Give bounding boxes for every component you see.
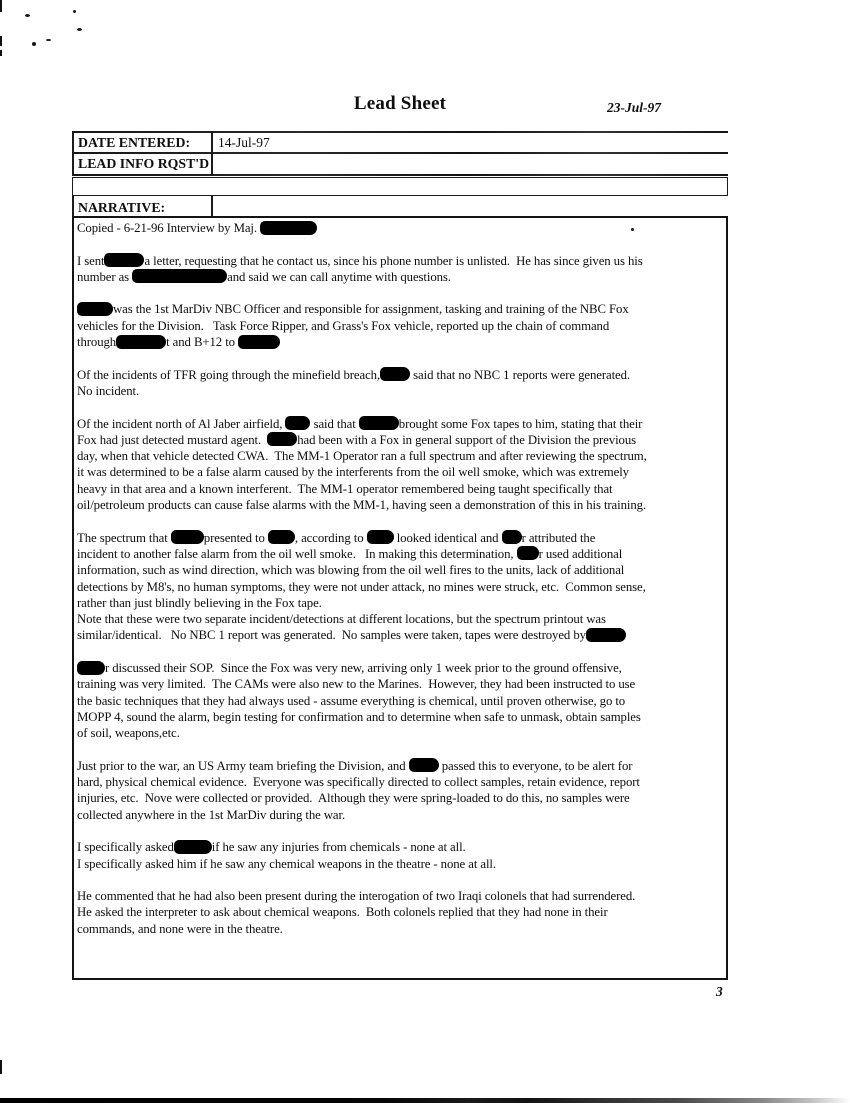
narrative-line bbox=[77, 416, 724, 432]
document-date: 23-Jul-97 bbox=[607, 100, 661, 115]
scan-bottom-edge-artifact bbox=[0, 1098, 850, 1103]
narrative-line bbox=[77, 448, 724, 464]
narrative-text: and said we can call anytime with questions. bbox=[227, 269, 451, 284]
scan-speck bbox=[25, 14, 30, 17]
redaction-mark bbox=[380, 367, 410, 381]
narrative-paragraph bbox=[77, 220, 724, 236]
scan-speck bbox=[32, 42, 36, 46]
narrative-text: day, when that vehicle detected CWA. The MM-1 Operator ran a full spectrum and after reviewing the spectrum, bbox=[77, 449, 647, 464]
scan-speck bbox=[73, 10, 76, 13]
narrative-text: brought some Fox tapes to him, stating that their bbox=[398, 416, 643, 431]
narrative-text: hard, physical chemical evidence. Everyone was specifically directed to collect samples, retain evidence, report bbox=[77, 775, 640, 790]
narrative-box bbox=[72, 216, 728, 980]
narrative-text: I specifically asked him if he saw any chemical weapons in the theatre - none at all. bbox=[77, 856, 496, 871]
narrative-text: said that no NBC 1 reports were generated. bbox=[410, 367, 630, 382]
narrative-text: Of the incidents of TFR going through the minefield breach, bbox=[77, 367, 381, 382]
redaction-mark bbox=[409, 758, 439, 772]
scan-edge-mark bbox=[0, 36, 2, 46]
scan-speck bbox=[46, 39, 51, 41]
narrative-line bbox=[77, 530, 724, 546]
narrative-text: Of the incident north of Al Jaber airfield, bbox=[77, 416, 286, 431]
narrative-text: the basic techniques that they had always used - assume everything is chemical, until proven otherwise, go to bbox=[77, 693, 626, 708]
scan-edge-mark bbox=[0, 0, 2, 12]
redaction-mark bbox=[367, 530, 394, 544]
narrative-text: MOPP 4, sound the alarm, begin testing for confirmation and to determine when safe to unmask, obtain samples bbox=[77, 709, 641, 724]
narrative-cell-right-border bbox=[211, 196, 213, 216]
narrative-text: injuries, etc. Nove were collected or provided. Although they were spring-loaded to do this, no samples were bbox=[77, 791, 630, 806]
page-number: 3 bbox=[716, 984, 723, 999]
narrative-line bbox=[77, 464, 724, 480]
narrative-paragraph bbox=[77, 416, 724, 514]
scan-edge-mark bbox=[0, 1060, 2, 1074]
narrative-line bbox=[77, 367, 724, 383]
narrative-line bbox=[77, 676, 724, 692]
narrative-line bbox=[77, 497, 724, 513]
narrative-paragraph bbox=[77, 253, 724, 286]
redaction-mark bbox=[502, 530, 522, 544]
narrative-line bbox=[77, 888, 724, 904]
redaction-mark bbox=[116, 335, 166, 349]
narrative-line bbox=[77, 693, 724, 709]
narrative-paragraph bbox=[77, 839, 724, 872]
narrative-text: Fox had just detected mustard agent. bbox=[77, 432, 268, 447]
narrative-line bbox=[77, 432, 724, 448]
field-value-date-entered: 14-Jul-97 bbox=[218, 135, 270, 150]
narrative-line bbox=[77, 758, 724, 774]
narrative-text: detections by M8's, no human symptoms, they were not under attack, no mines were struck, etc. Common sense, bbox=[77, 579, 646, 594]
narrative-text: looked identical and bbox=[393, 530, 502, 545]
redaction-mark bbox=[359, 416, 399, 430]
empty-field-row bbox=[72, 177, 728, 196]
narrative-line bbox=[77, 269, 724, 285]
narrative-text: incident to another false alarm from the oil well smoke. In making this determination, bbox=[77, 546, 517, 561]
narrative-text: I sent bbox=[77, 253, 105, 268]
redaction-mark bbox=[104, 253, 144, 267]
scan-speck bbox=[77, 28, 82, 31]
narrative-text: similar/identical. No NBC 1 report was generated. No samples were taken, tapes were destroyed by bbox=[77, 628, 586, 643]
narrative-line bbox=[77, 904, 724, 920]
narrative-line bbox=[77, 301, 724, 317]
narrative-line bbox=[77, 839, 724, 855]
narrative-text: r discussed their SOP. Since the Fox was very new, arriving only 1 week prior to the ground offensive, bbox=[105, 661, 622, 676]
redaction-mark bbox=[267, 432, 297, 446]
field-label-lead-info: LEAD INFO RQST'D bbox=[78, 156, 210, 171]
narrative-text: The spectrum that bbox=[77, 530, 171, 545]
narrative-line bbox=[77, 611, 724, 627]
field-label-date-entered: DATE ENTERED: bbox=[78, 135, 191, 150]
narrative-line bbox=[77, 660, 724, 676]
narrative-text: heavy in that area and a known interferent. The MM-1 operator remembered being taught specifically that bbox=[77, 481, 613, 496]
narrative-text: commands, and none were in the theatre. bbox=[77, 921, 283, 936]
narrative-text: passed this to everyone, to be alert for bbox=[438, 758, 633, 773]
redaction-mark bbox=[174, 840, 212, 854]
narrative-text: information, such as wind direction, which was blowing from the oil well fires to the units, lack of additional bbox=[77, 563, 625, 578]
narrative-text: training was very limited. The CAMs were also new to the Marines. However, they had been instructed to use bbox=[77, 677, 636, 692]
narrative-text: was the 1st MarDiv NBC Officer and responsible for assignment, tasking and training of the NBC Fox bbox=[113, 302, 629, 317]
narrative-text: I specifically asked bbox=[77, 840, 174, 855]
narrative-line bbox=[77, 334, 724, 350]
narrative-line bbox=[77, 220, 724, 236]
narrative-paragraph bbox=[77, 758, 724, 823]
narrative-paragraph bbox=[77, 888, 724, 937]
document-title: Lead Sheet bbox=[353, 93, 447, 114]
narrative-text: if he saw any injuries from chemicals - none at all. bbox=[211, 840, 466, 855]
narrative-line bbox=[77, 627, 724, 643]
narrative-text: collected anywhere in the 1st MarDiv during the war. bbox=[77, 807, 346, 822]
redaction-mark bbox=[77, 661, 105, 675]
narrative-line bbox=[77, 579, 724, 595]
narrative-text: oil/petroleum products can cause false alarms with the MM-1, having seen a demonstration of this in his training. bbox=[77, 498, 647, 513]
narrative-text: He asked the interpreter to ask about chemical weapons. Both colonels replied that they had none in their bbox=[77, 905, 608, 920]
narrative-paragraph bbox=[77, 660, 724, 741]
narrative-text: had been with a Fox in general support of the Division the previous bbox=[297, 432, 636, 447]
narrative-text: Note that these were two separate incident/detections at different locations, but the spectrum printout was bbox=[77, 612, 606, 627]
narrative-line bbox=[77, 546, 724, 562]
narrative-text: He commented that he had also been present during the interogation of two Iraqi colonels that had surrendered. bbox=[77, 889, 636, 904]
narrative-paragraph bbox=[77, 367, 724, 400]
narrative-line bbox=[77, 562, 724, 578]
narrative-text: it was determined to be a false alarm caused by the interferents from the oil well smoke, which was extremely bbox=[77, 465, 629, 480]
narrative-text: vehicles for the Division. Task Force Ripper, and Grass's Fox vehicle, reported up the chain of command bbox=[77, 318, 610, 333]
narrative-line bbox=[77, 383, 724, 399]
narrative-paragraph bbox=[77, 530, 724, 644]
redaction-mark bbox=[132, 269, 227, 283]
narrative-line bbox=[77, 856, 724, 872]
narrative-content bbox=[74, 218, 726, 937]
field-label-narrative: NARRATIVE: bbox=[78, 200, 166, 215]
narrative-text: rather than just blindly believing in the Fox tape. bbox=[77, 595, 322, 610]
narrative-line bbox=[77, 481, 724, 497]
narrative-line bbox=[77, 725, 724, 741]
redaction-mark bbox=[238, 335, 280, 349]
redaction-mark bbox=[171, 530, 204, 544]
narrative-text: of soil, weapons,etc. bbox=[77, 726, 180, 741]
redaction-mark bbox=[586, 628, 626, 642]
narrative-text: No incident. bbox=[77, 383, 140, 398]
narrative-line bbox=[77, 921, 724, 937]
narrative-text: presented to bbox=[203, 530, 268, 545]
narrative-paragraph bbox=[77, 301, 724, 350]
narrative-text: t and B+12 to bbox=[166, 335, 239, 350]
narrative-text: Just prior to the war, an US Army team briefing the Division, and bbox=[77, 758, 409, 773]
scan-edge-mark bbox=[0, 50, 2, 56]
redaction-mark bbox=[260, 221, 317, 235]
narrative-line bbox=[77, 253, 724, 269]
redaction-mark bbox=[77, 302, 113, 316]
narrative-text: r used additional bbox=[538, 546, 623, 561]
narrative-text: through bbox=[77, 335, 117, 350]
narrative-line bbox=[77, 790, 724, 806]
narrative-line bbox=[77, 774, 724, 790]
narrative-text: a letter, requesting that he contact us, since his phone number is unlisted. He has since given us his bbox=[144, 253, 643, 268]
table-rule-bottom bbox=[72, 174, 728, 176]
narrative-text: Copied - 6-21-96 Interview by Maj. bbox=[77, 221, 261, 235]
narrative-text: said that bbox=[310, 416, 359, 431]
redaction-mark bbox=[285, 416, 310, 430]
narrative-line bbox=[77, 807, 724, 823]
narrative-text: , according to bbox=[294, 530, 367, 545]
narrative-line bbox=[77, 318, 724, 334]
narrative-text: number as bbox=[77, 269, 133, 284]
narrative-text: r attributed the bbox=[521, 530, 596, 545]
narrative-line bbox=[77, 709, 724, 725]
redaction-mark bbox=[517, 546, 539, 560]
redaction-mark bbox=[268, 530, 295, 544]
narrative-line bbox=[77, 595, 724, 611]
